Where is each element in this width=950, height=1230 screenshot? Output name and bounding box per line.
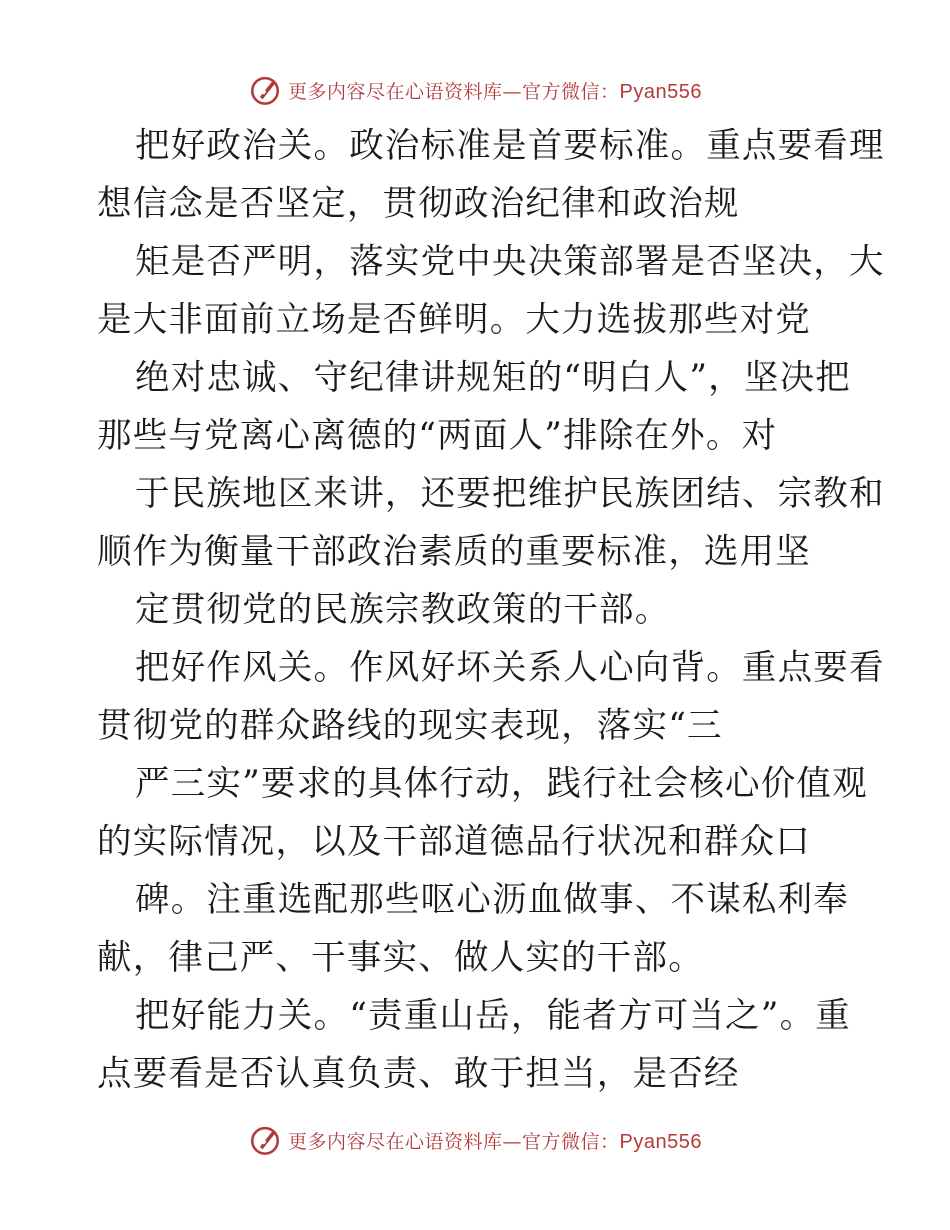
- text-line: 严三实”要求的具体行动，践行社会核心价值观: [135, 764, 868, 804]
- text-line: 顺作为衡量干部政治素质的重要标准，选用坚: [97, 532, 811, 572]
- pen-circle-logo-icon: [248, 73, 282, 107]
- document-body: [97, 117, 885, 1103]
- text-line: 于民族地区来讲，还要把维护民族团结、宗教和: [135, 474, 885, 514]
- footer-watermark: [0, 1120, 950, 1160]
- text-line: 是大非面前立场是否鲜明。大力选拔那些对党: [97, 300, 811, 340]
- text-line: 的实际情况，以及干部道德品行状况和群众口: [97, 822, 811, 862]
- text-line: 把好作风关。作风好坏关系人心向背。重点要看: [135, 648, 885, 688]
- text-line: 矩是否严明，落实党中央决策部署是否坚决，大: [135, 242, 885, 282]
- text-line: 把好政治关。政治标准是首要标准。重点要看理: [135, 126, 885, 166]
- text-line: 绝对忠诚、守纪律讲规矩的“明白人”，坚决把: [135, 358, 851, 398]
- text-line: 想信念是否坚定，贯彻政治纪律和政治规: [97, 184, 740, 224]
- watermark-text: 更多内容尽在心语资料库—官方微信：Pyan556: [288, 1130, 702, 1153]
- pen-circle-logo-icon: [248, 1123, 282, 1157]
- watermark-text: 更多内容尽在心语资料库—官方微信：Pyan556: [288, 80, 702, 103]
- text-line: 把好能力关。“责重山岳，能者方可当之”。重: [135, 996, 851, 1036]
- text-line: 那些与党离心离德的“两面人”排除在外。对: [97, 416, 778, 456]
- text-line: 定贯彻党的民族宗教政策的干部。: [135, 590, 671, 630]
- text-line: 贯彻党的群众路线的现实表现，落实“三: [97, 706, 723, 746]
- header-watermark: [0, 70, 950, 110]
- text-line: 献，律己严、干事实、做人实的干部。: [97, 938, 704, 978]
- text-line: 碑。注重选配那些呕心沥血做事、不谋私利奉: [135, 880, 849, 920]
- text-line: 点要看是否认真负责、敢于担当，是否经: [97, 1054, 740, 1094]
